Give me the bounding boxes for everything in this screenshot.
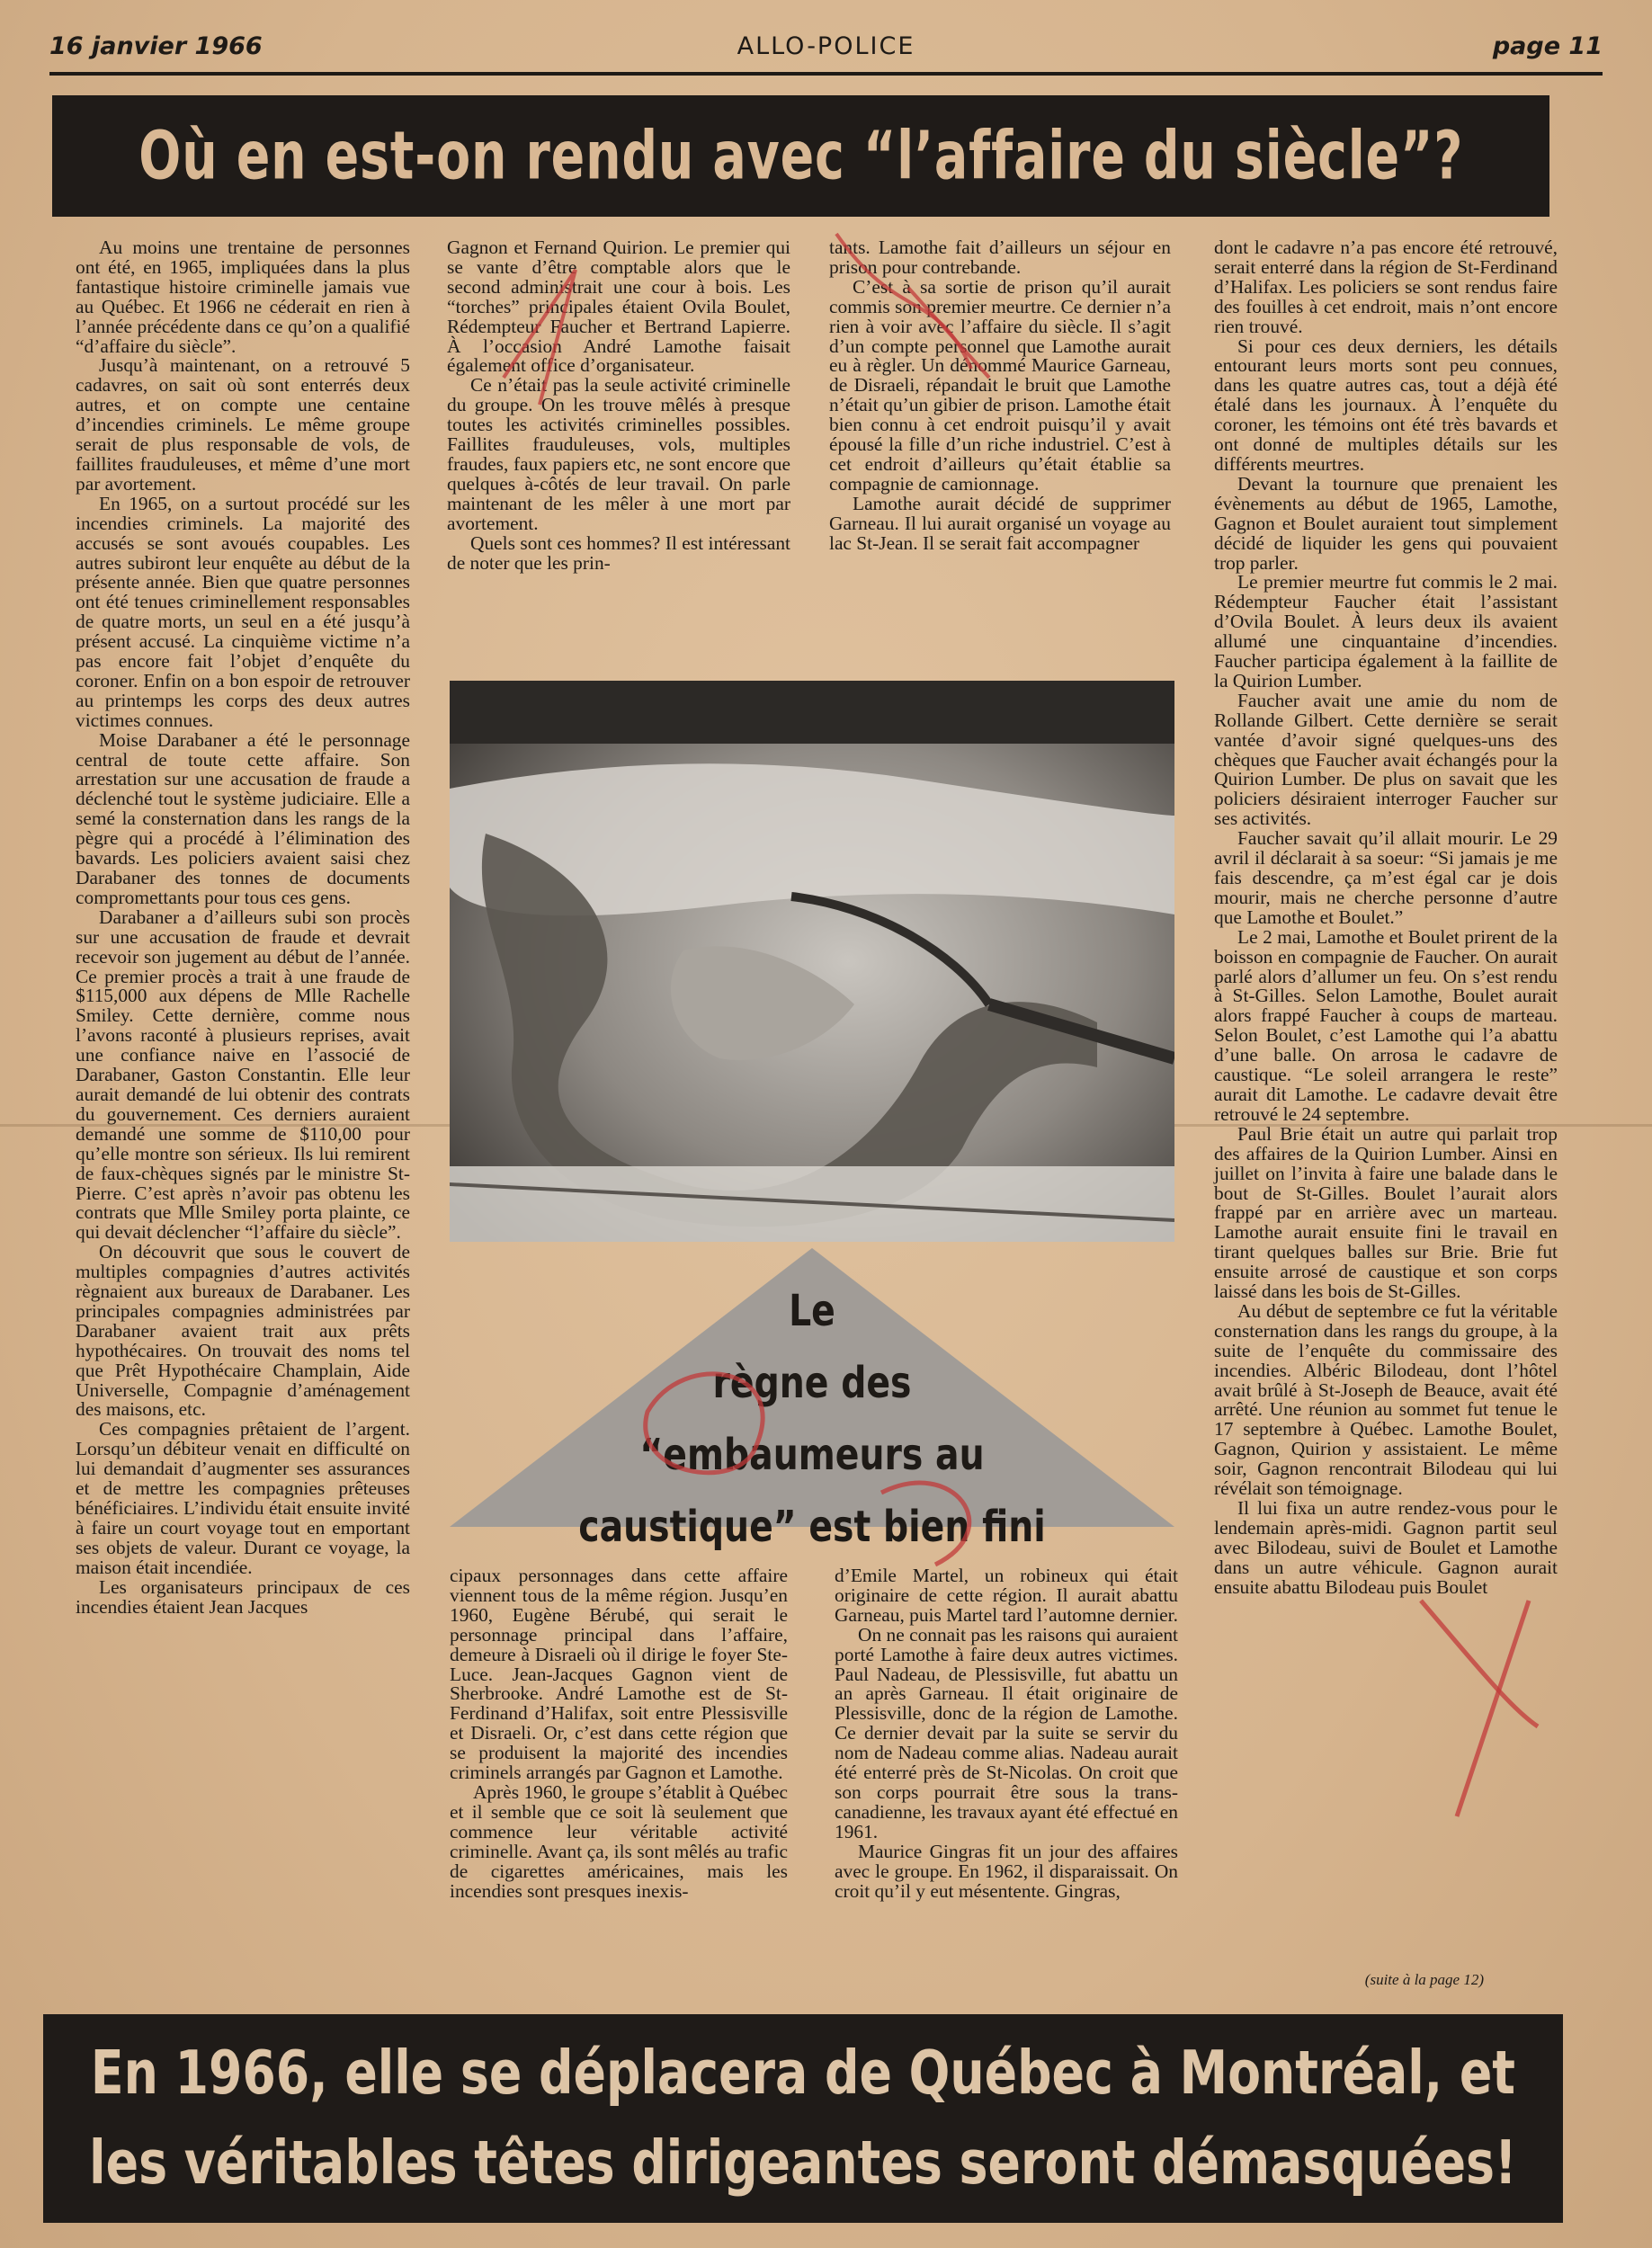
bottom-banner-line-1: En 1966, elle se déplacera de Québec à Montréal, et — [90, 2038, 1516, 2109]
article-paragraph: Les organisateurs principaux de ces incendies étaient Jean Jacques — [76, 1575, 410, 1618]
article-paragraph: En 1965, on a surtout procédé sur les incendies criminels. La majorité des accusés se sont avoués coupables. Les autres subiront leur enquête au début de la présente année. Bien que quatre personnes ont été tenues criminellement responsables de quatre morts, un seul en a été jusqu’à présent accusé. La cinquième victime n’a pas encore fait l’objet d’enquête du coroner. Enfin on a bon espoir de retrouver au printemps les corps des deux autres victimes connues. — [76, 492, 410, 731]
callout-line-4: caustique” est bien fini — [578, 1502, 1046, 1552]
article-paragraph: d’Emile Martel, un robineux qui était originaire de cette région. Il aurait abattu Garneau, puis Martel tard l’automne dernier. — [835, 1565, 1178, 1626]
page-number: page 11 — [1492, 32, 1603, 60]
article-column-1 — [76, 238, 410, 1617]
article-paragraph: Quels sont ces hommes? Il est intéressant de noter que les prin- — [447, 531, 790, 574]
article-paragraph: Au moins une trentaine de personnes ont été, en 1965, impliquées dans la plus fantastique histoire criminelle jamais vue au Québec. Et 1966 ne céderait en rien à l’année précédente dans ce qu’on a qualifié “d’affaire du siècle”. — [76, 236, 410, 357]
bottom-banner-line-2: les véritables têtes dirigeantes seront démasquées! — [89, 2128, 1517, 2199]
article-paragraph: Jusqu’à maintenant, on a retrouvé 5 cadavres, on sait où sont enterrés deux autres, et on compte une centaine d’incendies criminels. Le même groupe serait de plus responsable de vols, de faillites frauduleuses, et même d’une mort par avortement. — [76, 354, 410, 495]
article-column-4 — [1214, 238, 1558, 1598]
masthead — [49, 27, 1603, 70]
publication-name: ALLO-POLICE — [737, 32, 915, 60]
article-paragraph: tants. Lamothe fait d’ailleurs un séjour en prison pour contrebande. — [829, 236, 1171, 278]
article-paragraph: Le premier meurtre fut commis le 2 mai. Rédempteur Faucher était l’assistant d’Ovila Boulet. À leurs deux ils avaient allumé une cinquantaine d’incendies. Faucher participa également à la faillite de la Quirion Lumber. — [1214, 571, 1558, 691]
article-paragraph: Le 2 mai, Lamothe et Boulet prirent de la boisson en compagnie de Faucher. On aurait parlé alors d’allumer un feu. On s’est rendu à St-Gilles. Selon Lamothe, Boulet aurait alors frappé Faucher à coups de marteau. Selon Boulet, c’est Lamothe qui l’a abattu d’une balle. On arrosa le cadavre de caustique. “Le soleil arrangera le reste” aurait dit Lamothe. Le cadavre devait être retrouvé le 24 septembre. — [1214, 925, 1558, 1125]
article-paragraph: Faucher avait une amie du nom de Rollande Gilbert. Cette dernière se serait vantée d’avoir signé quelques-uns des chèques que Faucher avait échangés pour la Quirion Lumber. De plus on savait que les policiers désiraient interroger Faucher sur ses activités. — [1214, 689, 1558, 830]
article-paragraph: Ce n’était pas la seule activité criminelle du groupe. On les trouve mêlés à presque toutes les activités criminelles possibles. Faillites frauduleuses, vols, multiples fraudes, faux papiers etc, ne sont encore que quelques à-côtés de leur travail. On parle maintenant de les mêler à une mort par avortement. — [447, 374, 790, 534]
article-paragraph: Paul Brie était un autre qui parlait trop des affaires de la Quirion Lumber. Ainsi en juillet on l’invita à faire une balade dans le bout de St-Gilles. Boulet l’aurait alors frappé par en arrière avec un marteau. Lamothe aurait ensuite fini le travail en tirant quelques balles sur Brie. Brie fut ensuite arrosé de caustique et son corps laissé dans les bois de St-Gilles. — [1214, 1122, 1558, 1303]
article-paragraph: dont le cadavre n’a pas encore été retrouvé, serait enterré dans la région de St-Ferdinand d’Halifax. Les policiers se sont rendus faire des fouilles à cet endroit, mais n’ont encore rien trouvé. — [1214, 236, 1558, 337]
article-paragraph: Gagnon et Fernand Quirion. Le premier qui se vante d’être comptable alors que le second administrait une cour à bois. Les “torches” principales étaient Ovila Boulet, Rédempteur Faucher et Bertrand Lapierre. À l’occasion André Lamothe faisait également office d’organisateur. — [447, 236, 790, 377]
issue-date: 16 janvier 1966 — [49, 32, 263, 60]
article-column-3-bottom — [835, 1566, 1178, 1901]
article-paragraph: On ne connait pas les raisons qui auraient porté Lamothe à faire deux autres victimes. Paul Nadeau, de Plessisville, fut abattu un an après Garneau. Il était originaire de Plessisville, donc de la région de Lamothe. Ce dernier devait par la suite se servir du nom de Nadeau comme alias. Nadeau aurait été enterré près de St-Nicolas. On croit que son corps pourrait être sous la trans-canadienne, les travaux ayant été effectué en 1961. — [835, 1623, 1178, 1842]
callout-line-3: “embaumeurs au — [639, 1430, 985, 1480]
article-paragraph: Maurice Gingras fit un jour des affaires avec le groupe. En 1962, il disparaissait. On croit qu’il y eut mésentente. Gingras, — [835, 1840, 1178, 1902]
article-paragraph: cipaux personnages dans cette affaire viennent tous de la même région. Jusqu’en 1960, Eugène Bérubé, qui serait le personnage principal dans l’affaire, demeure à Disraeli où il dirige le foyer Ste-Luce. Jean-Jacques Gagnon vient de Sherbrooke. André Lamothe est de St-Ferdinand d’Halifax, soit entre Plessisville et Disraeli. Or, c’est dans cette région que se produisent la majorité des incendies criminels arrangés par Gagnon et Lamothe. — [450, 1565, 788, 1784]
article-paragraph: Ces compagnies prêtaient de l’argent. Lorsqu’un débiteur venait en difficulté on lui demandait d’augmenter ses assurances et de mettre les compagnies prêteuses bénéficiaires. L’individu était ensuite invité à faire un court voyage tout en emportant ses objets de valeur. Durant ce voyage, la maison était incendiée. — [76, 1418, 410, 1578]
article-paragraph: On découvrit que sous le couvert de multiples compagnies d’autres activités règnaient aux bureaux de Darabaner. Les principales compagnies administrées par Darabaner avaient trait aux prêts hypothécaires. On trouvait des noms tel que Prêt Hypothécaire Champlain, Aide Universelle, Compagnie d’aménagement des maisons, etc. — [76, 1241, 410, 1421]
article-column-3-top — [829, 238, 1171, 554]
article-paragraph: Moise Darabaner a été le personnage central de toute cette affaire. Son arrestation sur une accusation de fraude a déclenché tout le système judiciaire. Elle a semé la consternation dans les rangs de la pègre qui a procédé à l’élimination des bavards. Les policiers avaient saisi chez Darabaner des tonnes de documents compromettants pour tous ces gens. — [76, 728, 410, 908]
bottom-banner — [43, 2014, 1563, 2223]
article-paragraph: Lamothe aurait décidé de supprimer Garneau. Il lui aurait organisé un voyage au lac St-Jean. Il se serait fait accompagner — [829, 492, 1171, 554]
article-paragraph: Si pour ces deux derniers, les détails entourant leurs morts sont peu connues, dans les quatre autres cas, tout a déjà été étalé dans les journaux. À l’enquête du coroner, les témoins ont été très bavards et ont donné de multiples détails sur les différents meurtres. — [1214, 335, 1558, 475]
article-paragraph: C’est à sa sortie de prison qu’il aurait commis son premier meurtre. Ce dernier n’a rien à voir avec l’affaire du siècle. Il s’agit d’un compte personnel que Lamothe aurait eu à règler. Un dénommé Maurice Garneau, de Disraeli, répandait le bruit que Lamothe n’était qu’un gibier de prison. Lamothe était bien connu à cet endroit puisqu’il y avait épousé la fille d’un riche industriel. C’est à cet endroit d’ailleurs qu’était établie sa compagnie de camionnage. — [829, 275, 1171, 495]
callout-line-1: Le — [789, 1286, 835, 1336]
article-paragraph: Au début de septembre ce fut la véritable consternation dans les rangs du groupe, à la suite de l’enquête du commissaire des incendies. Albéric Bilodeau, dont l’hôtel avait brûlé à St-Joseph de Beauce, avait été arrêté. Une réunion au sommet fut tenue le 17 septembre à Québec. Lamothe Boulet, Gagnon, Quirion y assistaient. Le même soir, Gagnon rencontrait Bilodeau qui lui révélait son témoignage. — [1214, 1299, 1558, 1500]
article-column-2-bottom — [450, 1566, 788, 1901]
article-column-2-top — [447, 238, 790, 573]
callout-triangle — [450, 1248, 1174, 1554]
article-paragraph: Devant la tournure que prenaient les évènements au début de 1965, Lamothe, Gagnon et Boulet auraient tout simplement décidé de liquider les gens qui pouvaient trop parler. — [1214, 472, 1558, 574]
news-photo — [450, 681, 1174, 1242]
article-paragraph: Darabaner a d’ailleurs subi son procès sur une accusation de fraude et devrait recevoir son jugement au début de l’année. Ce premier procès a trait à une fraude de $115,000 aux dépens de Mlle Rachelle Smiley. Cette dernière, comme nous l’avons raconté à plusieurs reprises, avait une confiance naive en l’associé de Darabaner, Gaston Constantin. Elle leur aurait demandé de lui obtenir des contrats du gouvernement. Ces derniers auraient demandé une somme de $110,00 pour qu’elle montre son sérieux. Ils lui remirent de faux-chèques signés par le ministre St-Pierre. C’est après n’avoir pas obtenu les contrats que Mlle Smiley porta plainte, ce qui devait déclencher “l’affaire du siècle”. — [76, 905, 410, 1244]
headline-banner — [52, 95, 1549, 217]
photo-image — [450, 681, 1174, 1242]
callout-line-2: règne des — [712, 1358, 912, 1408]
callout-text — [450, 1275, 1174, 1563]
headline: Où en est-on rendu avec “l’affaire du siècle”? — [138, 117, 1463, 195]
continuation-note: (suite à la page 12) — [1364, 1971, 1484, 1988]
article-paragraph: Il lui fixa un autre rendez-vous pour le lendemain après-midi. Gagnon partit seul avec Bilodeau, suivi de Boulet et Lamothe dans un autre véhicule. Gagnon aurait ensuite abattu Bilodeau puis Boulet — [1214, 1497, 1558, 1598]
article-paragraph: Après 1960, le groupe s’établit à Québec et il semble que ce soit là seulement que commence leur véritable activité criminelle. Avant ça, ils sont mêlés au trafic de cigarettes américaines, mais les incendies sont presques inexis- — [450, 1780, 788, 1902]
masthead-rule — [49, 72, 1603, 76]
article-paragraph: Faucher savait qu’il allait mourir. Le 29 avril il déclarait à sa soeur: “Si jamais je me fais descendre, ça m’est égal car je dois mourir, mais ne cherche personne d’autre que Lamothe et Boulet.” — [1214, 827, 1558, 928]
